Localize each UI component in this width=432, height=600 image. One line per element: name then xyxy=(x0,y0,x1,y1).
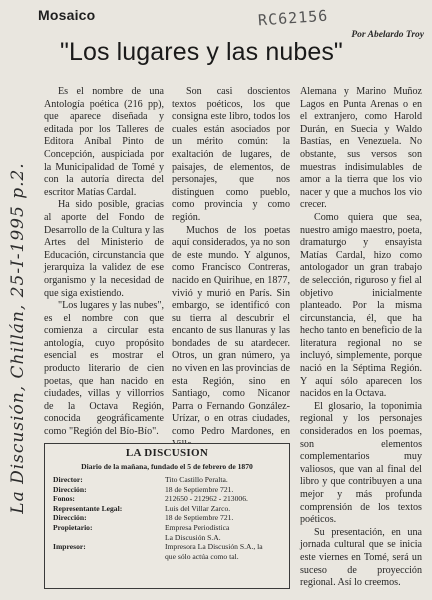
handwritten-note-text: La Discusión, Chillán, 25-I-1995 p.2. xyxy=(8,161,28,514)
headline: "Los lugares y las nubes" xyxy=(60,38,343,66)
byline: Por Abelardo Troy xyxy=(351,30,424,40)
masthead-label: Propietario: xyxy=(53,522,93,532)
article-column-2 xyxy=(172,86,290,451)
masthead-row xyxy=(45,523,289,533)
masthead-value: Tito Castillo Peralta. xyxy=(165,475,228,484)
masthead-value: La Discusión S.A. xyxy=(165,532,221,542)
paragraph: Su presentación, en una jornada cultural que se inicia este viernes en Tomé, será un suceso de proyección regional. Así lo creemos. xyxy=(300,526,422,589)
paragraph: "Los lugares y las nubes", es el nombre con que comienza a circular esta antología, cuyo propósito esencial es mostrar el producto literario de cien poetas, que han nacido en ciudades, villas y villorrios de la Octava Región, conocida geográficamente como "Región del Bío-Bío". xyxy=(44,300,164,438)
masthead-label: Fonos: xyxy=(53,494,75,504)
masthead-value: 212650 - 212962 - 213006. xyxy=(165,494,248,504)
article-column-3 xyxy=(300,86,422,590)
paragraph: Como quiera que sea, nuestro amigo maestro, poeta, dramaturgo y ensayista Matías Cardal, hizo como antologador un gran trabajo de selección, riguroso y fiel al objetivo inicialmente planteado. Por la misma circunstancia, él, que ha hecho tanto en beneficio de la literatura regional no se incluyó, simplemente, porque nació en la Séptima Región. Y aquí sólo aparecen los nacidos en la Octava. xyxy=(300,211,422,400)
masthead-value: Impresora La Discusión S.A., la xyxy=(165,542,263,552)
masthead-label: Director: xyxy=(53,475,83,484)
masthead-label: Dirección: xyxy=(53,513,87,523)
masthead-row xyxy=(45,504,289,514)
masthead-value: Empresa Periodística xyxy=(165,522,230,532)
paragraph: Ha sido posible, gracias al aporte del Fondo de Desarrollo de la Cultura y las Artes del Ministerio de Educación, circunstancia que jerarquiza la validez de ese organismo y la necesidad de que siga existiendo. xyxy=(44,199,164,299)
masthead-row xyxy=(45,513,289,523)
masthead-row xyxy=(45,552,289,562)
masthead-title: LA DISCUSION xyxy=(125,447,209,459)
archive-stamp: RC62156 xyxy=(257,6,329,30)
paragraph: Muchos de los poetas aquí considerados, ya no son de este mundo. Y algunos, como Francisco Contreras, nacido en Quirihue, en 1877, vivió y murió en París. Sin embargo, se identificó con su tierra al descubrir el encanto de sus llanuras y las bondades de su atardecer. Otros, un gran número, ya no viven en las provincias de esta Región, sino en Santiago, como Nicanor Parra o Fernando González-Urízar, o en otras ciudades, como Pedro Mardones, en xyxy=(172,224,290,438)
masthead-value: Luis del Villar Zarco. xyxy=(165,503,231,513)
masthead-subtitle: Diario de la mañana, fundado el 5 de febrero de 1870 xyxy=(81,462,253,471)
paragraph: Son casi doscientos textos poéticos, los que consigna este libro, todos los cuales están asociados por un mérito común: la exaltación de lugares, de paisajes, de elementos, de personajes, que nos distinguen como pueblo, como provincia y como región. xyxy=(172,86,290,223)
masthead-label: Representante Legal: xyxy=(53,503,123,513)
paragraph: El glosario, la toponimia regional y los personajes considerados en los poemas, son elementos complementarios muy valiosos, que van al final del libro y que contribuyen a una mejor y más profunda comprensión de los textos poéticos. xyxy=(300,400,422,526)
masthead-value: 18 de Septiembre 721. xyxy=(165,484,234,494)
masthead-rows xyxy=(45,475,289,561)
masthead-value: 18 de Septiembre 721. xyxy=(165,513,234,523)
masthead-label xyxy=(53,552,165,562)
section-label: Mosaico xyxy=(38,7,96,23)
paragraph: Alemana y Marino Muñoz Lagos en Punta Arenas o en el extranjero, como Harold Durán, en Suecia y Waldo Bastías, en Venezuela. No obstante, sus versos son muestras indisimulables de amor a la tierra que los vio nacer y que a muchos los vio crecer. xyxy=(300,86,422,211)
masthead-row xyxy=(45,542,289,552)
masthead-row xyxy=(45,494,289,504)
masthead-row xyxy=(45,533,289,543)
masthead-row xyxy=(45,485,289,495)
masthead-label: Dirección: xyxy=(53,484,87,494)
paragraph: Es el nombre de una Antología poética (216 pp), que aparece diseñada y editada por los Talleres de Editora Aníbal Pinto de Concepción, auspiciada por la Municipalidad de Tomé y con la autoría directa del escritor Matías Cardal. xyxy=(44,86,164,198)
masthead-value: que sólo actúa como tal. xyxy=(165,551,239,561)
masthead-box xyxy=(44,443,290,589)
masthead-label xyxy=(53,533,165,543)
handwritten-note xyxy=(4,80,32,595)
article-column-1 xyxy=(44,86,164,439)
masthead-row xyxy=(45,475,289,485)
masthead-label: Impresor: xyxy=(53,542,86,552)
